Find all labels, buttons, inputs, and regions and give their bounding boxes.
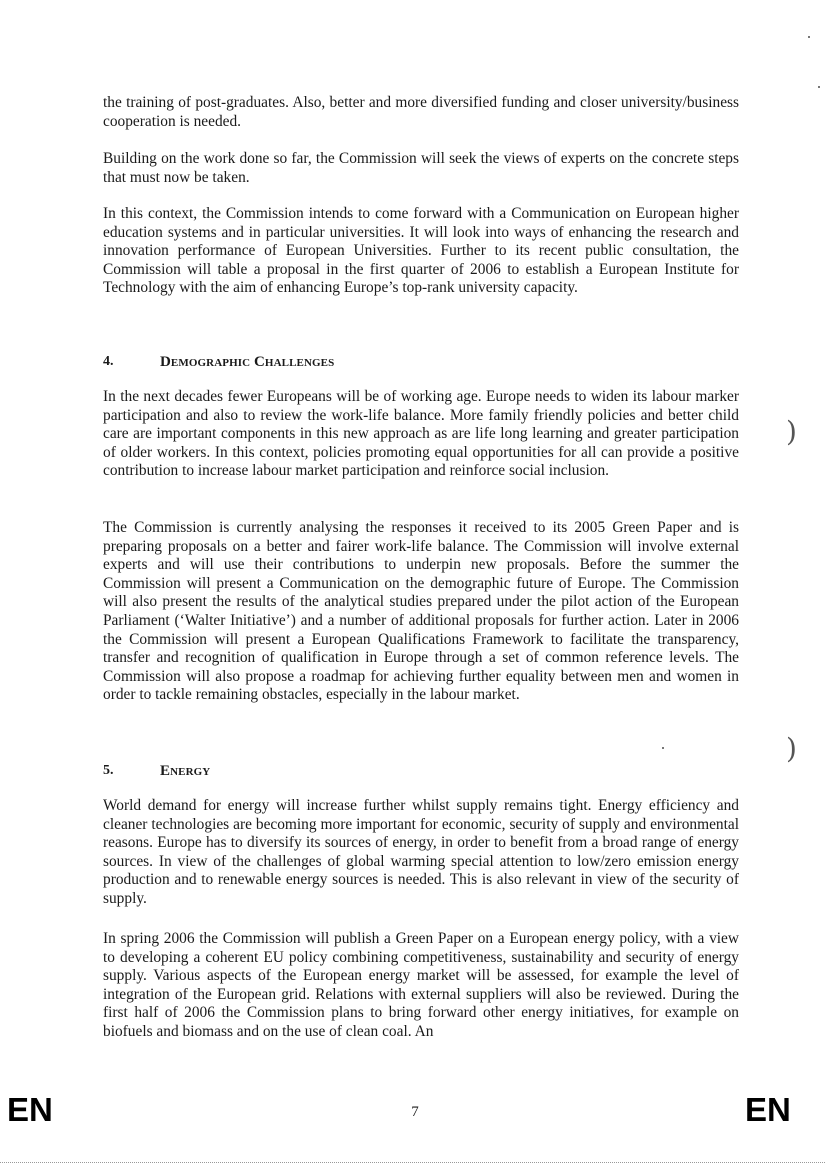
paragraph-5: The Commission is currently analysing the responses it received to its 2005 Green Paper and is preparing proposals on a better and fairer work-life balance. The Commission will involve external experts and will use their contributions to underpin new proposals. Before the summer the Commission will present a Communication on the demographic future of Europe. The Commission will also present the results of the analytical studies prepared under the pilot action of the European Parliament (‘Walter Initiative’) and a number of additional proposals for further action. Later in 2006 the Commission will present a European Qualifications Framework to facilitate the transparency, transfer and recognition of qualification in Europe through a set of common reference levels. The Commission will also propose a roadmap for achieving further equality between men and women in order to tackle remaining obstacles, especially in the labour market. <box>103 519 739 704</box>
paragraph-3: In this context, the Commission intends to come forward with a Communication on European higher education systems and in particular universities. It will look into ways of enhancing the research and innovation performance of European Universities. Further to its recent public consultation, the Commission will table a proposal in the first quarter of 2006 to establish a European Institute for Technology with the aim of enhancing Europe’s top-rank university capacity. <box>103 205 739 297</box>
section-heading-4 <box>103 353 739 372</box>
section-title: Energy <box>160 763 211 779</box>
page-number: 7 <box>411 1104 419 1120</box>
margin-parenthesis-mark: ) <box>786 415 797 448</box>
paragraph-7: In spring 2006 the Commission will publish a Green Paper on a European energy policy, with a view to developing a coherent EU policy combining competitiveness, sustainability and security of energy supply. Various aspects of the European energy market will be assessed, for example the level of integration of the European grid. Relations with external suppliers will also be reviewed. During the first half of 2006 the Commission plans to bring forward other energy initiatives, for example on biofuels and biomass and on the use of clean coal. An <box>103 930 739 1040</box>
footer-language-left: EN <box>7 1091 53 1128</box>
paragraph-6: World demand for energy will increase further whilst supply remains tight. Energy efficiency and cleaner technologies are becoming more important for economic, security of supply and environmental reasons. Europe has to diversify its sources of energy, in order to benefit from a broad range of energy sources. In view of the challenges of global warming special attention to low/zero emission energy production and to renewable energy sources is needed. This is also relevant in view of the security of supply. <box>103 797 739 907</box>
footer-language-right: EN <box>745 1091 791 1128</box>
section-title: Demographic Challenges <box>160 354 335 370</box>
scan-speck <box>818 86 820 88</box>
paragraph-4: In the next decades fewer Europeans will be of working age. Europe needs to widen its labour marker participation and also to review the work-life balance. More family friendly policies and better child care are important components in this new approach as are life long learning and greater participation of older workers. In this context, policies promoting equal opportunities for all can provide a positive contribution to increase labour market participation and reinforce social inclusion. <box>103 388 739 480</box>
section-number: 4. <box>103 354 114 369</box>
section-number: 5. <box>103 763 114 778</box>
section-heading-5 <box>103 762 739 781</box>
page-bottom-edge <box>0 1162 825 1163</box>
margin-parenthesis-mark: ) <box>786 732 797 765</box>
scan-speck <box>662 747 664 749</box>
paragraph-1: the training of post-graduates. Also, better and more diversified funding and closer university/business cooperation is needed. <box>103 94 739 130</box>
paragraph-2: Building on the work done so far, the Commission will seek the views of experts on the concrete steps that must now be taken. <box>103 150 739 186</box>
scan-speck <box>808 36 810 38</box>
